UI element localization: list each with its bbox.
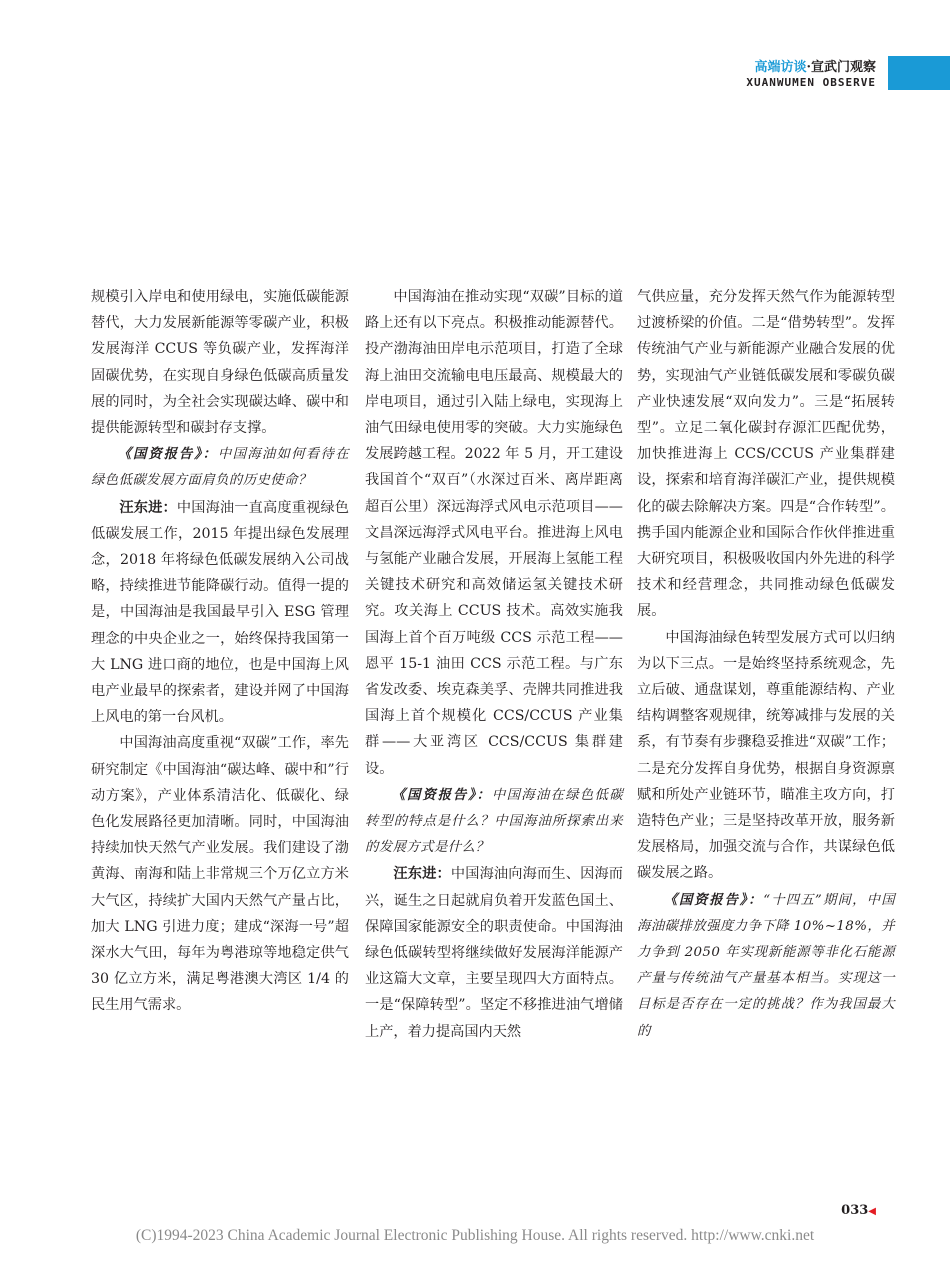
text-column-1 [91, 284, 349, 1019]
running-header [754, 56, 876, 75]
interviewer-tag: 《国资报告》： [117, 446, 218, 463]
answer-paragraph: 汪东进：中国海油一直高度重视绿色低碳发展工作，2015 年提出绿色发展理念，2018 年将绿色低碳发展纳入公司战略，持续推进节能降碳行动。值得一提的是，中国海油是我国最早引入 ESG 管理理念的中央企业之一，始终保持我国第一大 LNG 进口商的地位，也是中国海上风电产业最早的探索者，建设并网了中国海上风电的第一台风机。 [91, 499, 349, 726]
paragraph: 规模引入岸电和使用绿电，实施低碳能源替代，大力发展新能源等零碳产业，积极发展海洋 CCUS 等负碳产业，发挥海洋固碳优势，在实现自身绿色低碳高质量发展的同时，为全社会实现碳达峰、碳中和提供能源转型和碳封存支撑。 [91, 289, 349, 437]
answer-paragraph: 汪东进：中国海油向海而生、因海而兴，诞生之日起就肩负着开发蓝色国土、保障国家能源安全的职责使命。中国海油绿色低碳转型将继续做好发展海洋能源产业这篇大文章，主要呈现四大方面特点。一是“保障转型”。坚定不移推进油气增储上产，着力提高国内天然 [365, 866, 623, 1040]
question-paragraph: 《国资报告》：中国海油如何看待在绿色低碳发展方面肩负的历史使命？ [91, 446, 349, 489]
paragraph: 中国海油高度重视“双碳”工作，率先研究制定《中国海油“碳达峰、碳中和”行动方案》，产业体系清洁化、低碳化、绿色化发展路径更加清晰。同时，中国海油持续加快天然气产业发展。我们建设了渤黄海、南海和陆上非常规三个万亿立方米大气区，持续扩大国内天然气产量占比，加大 LNG 引进力度；建成“深海一号”超深水大气田，每年为粤港琼等地稳定供气 30 亿立方米，满足粤港澳大湾区 1/4 的民生用气需求。 [91, 735, 349, 1014]
section-name: 宣武门观察 [810, 60, 876, 75]
text-column-3 [637, 284, 895, 1045]
question-paragraph: 《国资报告》：中国海油在绿色低碳转型的特点是什么？中国海油所探索出来的发展方式是什么？ [365, 786, 623, 856]
speaker-name: 汪东进： [393, 866, 451, 883]
paragraph: 中国海油在推动实现“双碳”目标的道路上还有以下亮点。积极推动能源替代。投产渤海油田岸电示范项目，打造了全球海上油田交流输电电压最高、规模最大的岸电项目，通过引入陆上绿电，实现海上油气田绿电使用零的突破。大力实施绿色发展跨越工程。2022 年 5 月，开工建设我国首个“双百”（水深过百米、离岸距离超百公里）深远海浮式风电示范项目——文昌深远海浮式风电平台。推进海上风电与氢能产业融合发展，开展海上氢能工程关键技术研究和高效储运氢关键技术研究。攻关海上 CCUS 技术。高效实施我国海上首个百万吨级 CCS 示范工程——恩平 15-1 油田 CCS 示范工程。与广东省发改委、埃克森美孚、壳牌共同推进我国海上首个规模化 CCS/CCUS 产业集群——大亚湾区 CCS/CCUS 集群建设。 [365, 289, 623, 777]
page-number: 033◀ [841, 1203, 876, 1218]
column-name: 高端访谈 [754, 60, 807, 75]
text-column-2 [365, 284, 623, 1045]
speaker-name: 汪东进： [119, 499, 177, 516]
header-color-block [888, 56, 950, 90]
question-paragraph: 《国资报告》：“十四五”期间，中国海油碳排放强度力争下降 10%~18%，并力争到 2050 年实现新能源等非化石能源产量与传统油气产量基本相当。实现这一目标是否存在一定的挑战？作为我国最大的 [637, 891, 895, 1039]
header-english-title: XUANWUMEN OBSERVE [746, 76, 876, 89]
interviewer-tag: 《国资报告》： [391, 786, 492, 803]
interviewer-tag: 《国资报告》： [663, 891, 764, 908]
page-marker-icon: ◀ [868, 1206, 876, 1217]
paragraph: 气供应量，充分发挥天然气作为能源转型过渡桥梁的价值。二是“借势转型”。发挥传统油气产业与新能源产业融合发展的优势，实现油气产业链低碳发展和零碳负碳产业快速发展“双向发力”。三是“拓展转型”。立足二氧化碳封存源汇匹配优势，加快推进海上 CCS/CCUS 产业集群建设，探索和培育海洋碳汇产业，提供规模化的碳去除解决方案。四是“合作转型”。携手国内能源企业和国际合作伙伴推进重大研究项目，积极吸收国内外先进的科学技术和经营理念，共同推动绿色低碳发展。 [637, 289, 895, 620]
copyright-footer: (C)1994-2023 China Academic Journal Electronic Publishing House. All rights reserved. http://www.cnki.net [135, 1227, 815, 1244]
header-separator: · [806, 60, 811, 75]
paragraph: 中国海油绿色转型发展方式可以归纳为以下三点。一是始终坚持系统观念，先立后破、通盘谋划，尊重能源结构、产业结构调整客观规律，统筹减排与发展的关系，有节奏有步骤稳妥推进“双碳”工作；二是充分发挥自身优势，根据自身资源禀赋和所处产业链环节，瞄准主攻方向，打造特色产业；三是坚持改革开放，服务新发展格局，加强交流与合作，共谋绿色低碳发展之路。 [637, 629, 895, 882]
